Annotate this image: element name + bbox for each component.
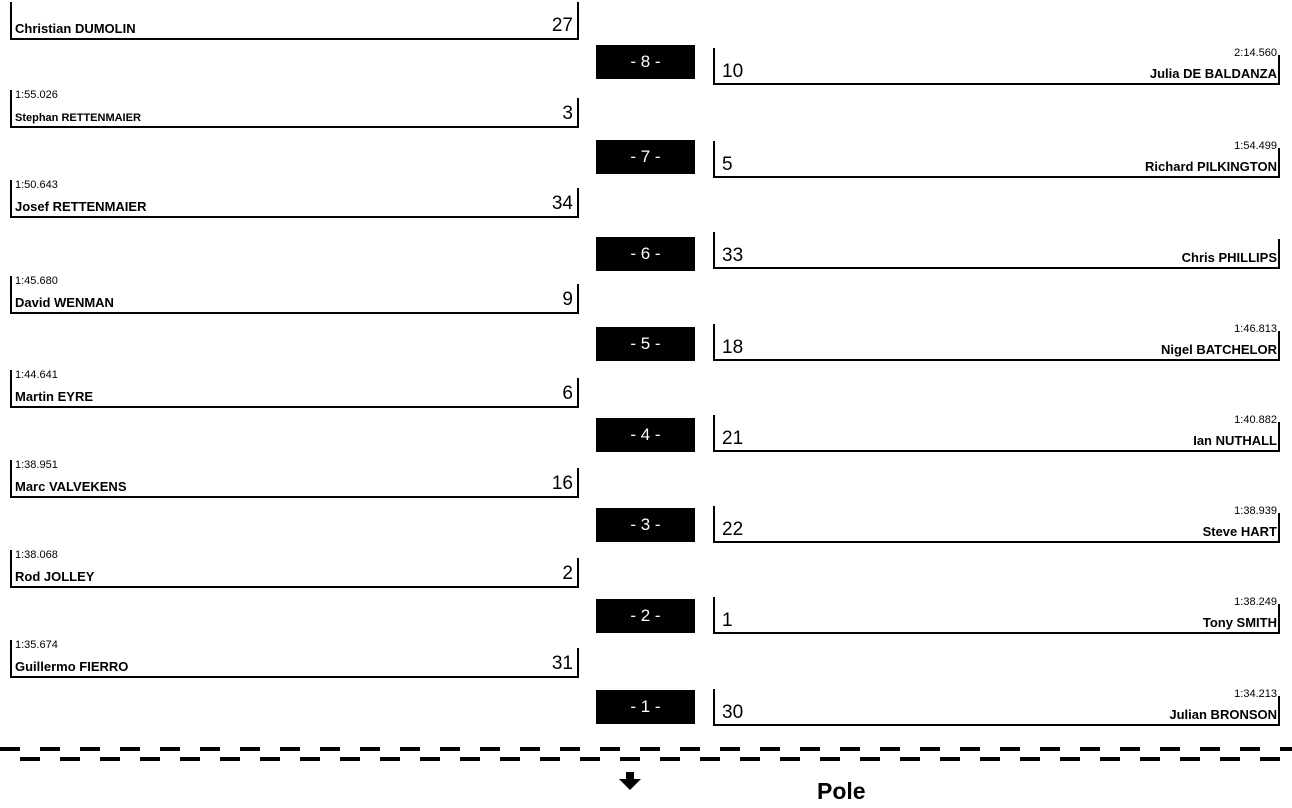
right-grid-slot	[713, 324, 1280, 361]
down-arrow-icon	[619, 772, 641, 790]
driver-name: Marc VALVEKENS	[15, 479, 127, 494]
finish-gap	[880, 757, 900, 761]
slot-edge	[577, 284, 579, 314]
finish-gap	[1040, 757, 1060, 761]
finish-gap	[1100, 747, 1120, 751]
finish-gap	[520, 757, 540, 761]
finish-gap	[160, 757, 180, 761]
finish-gap	[400, 757, 420, 761]
finish-gap	[680, 757, 700, 761]
finish-gap	[100, 747, 120, 751]
finish-gap	[740, 747, 760, 751]
finish-gap	[300, 747, 320, 751]
driver-name: Stephan RETTENMAIER	[15, 112, 141, 124]
finish-line	[0, 747, 1292, 767]
finish-gap	[280, 757, 300, 761]
finish-gap	[60, 747, 80, 751]
driver-name: Nigel BATCHELOR	[1160, 342, 1277, 357]
finish-gap	[720, 757, 740, 761]
slot-edge	[1278, 422, 1280, 452]
lap-time: 2:14.560	[1234, 47, 1277, 59]
finish-gap	[1220, 747, 1240, 751]
car-number: 3	[562, 103, 573, 124]
car-number: 33	[722, 245, 744, 266]
finish-gap	[1280, 757, 1292, 761]
driver-name: Josef RETTENMAIER	[15, 199, 147, 214]
driver-name: Christian DUMOLIN	[15, 21, 136, 36]
finish-gap	[380, 747, 400, 751]
finish-gap	[0, 757, 20, 761]
finish-gap	[1060, 747, 1080, 751]
slot-edge	[1278, 148, 1280, 178]
left-grid-slot	[10, 276, 579, 314]
driver-name: Ian NUTHALL	[1193, 433, 1277, 448]
finish-gap	[580, 747, 600, 751]
slot-edge	[1278, 513, 1280, 543]
car-number: 34	[551, 193, 573, 214]
finish-gap	[840, 757, 860, 761]
car-number: 1	[722, 610, 733, 631]
grid-row-label: - 3 -	[596, 508, 695, 542]
lap-time: 1:38.939	[1234, 505, 1277, 517]
finish-gap	[1020, 747, 1040, 751]
car-number: 6	[562, 383, 573, 404]
finish-gap	[1240, 757, 1260, 761]
slot-edge	[1278, 55, 1280, 85]
right-grid-slot	[713, 48, 1280, 85]
finish-gap	[120, 757, 140, 761]
lap-time: 1:35.674	[15, 639, 58, 651]
lap-time: 1:38.068	[15, 549, 58, 561]
finish-gap	[800, 757, 820, 761]
grid-row-label: - 2 -	[596, 599, 695, 633]
finish-gap	[980, 747, 1000, 751]
lap-time: 1:54.499	[1234, 140, 1277, 152]
finish-gap	[820, 747, 840, 751]
left-grid-slot	[10, 90, 579, 128]
driver-name: David WENMAN	[15, 295, 114, 310]
right-grid-slot	[713, 141, 1280, 178]
slot-edge	[577, 378, 579, 408]
lap-time: 1:50.643	[15, 179, 58, 191]
left-grid-slot	[10, 640, 579, 678]
finish-gap	[360, 757, 380, 761]
car-number: 30	[722, 702, 744, 723]
grid-row-label: - 8 -	[596, 45, 695, 79]
slot-edge	[577, 558, 579, 588]
finish-gap	[900, 747, 920, 751]
left-grid-slot	[10, 550, 579, 588]
finish-gap	[960, 757, 980, 761]
car-number: 18	[722, 337, 744, 358]
finish-gap	[140, 747, 160, 751]
grid-row-label: - 6 -	[596, 237, 695, 271]
finish-gap	[600, 757, 620, 761]
left-grid-slot	[10, 370, 579, 408]
grid-row-label: - 4 -	[596, 418, 695, 452]
car-number: 22	[722, 519, 744, 540]
finish-gap	[500, 747, 520, 751]
lap-time: 1:44.641	[15, 369, 58, 381]
right-grid-slot	[713, 689, 1280, 726]
finish-gap	[1200, 757, 1220, 761]
finish-gap	[240, 757, 260, 761]
finish-gap	[660, 747, 680, 751]
lap-time: 1:38.951	[15, 459, 58, 471]
finish-gap	[560, 757, 580, 761]
right-grid-slot	[713, 597, 1280, 634]
finish-gap	[1140, 747, 1160, 751]
pole-label: Pole	[817, 778, 866, 804]
right-grid-slot	[713, 506, 1280, 543]
finish-gap	[860, 747, 880, 751]
finish-gap	[220, 747, 240, 751]
finish-gap	[80, 757, 100, 761]
finish-gap	[1180, 747, 1200, 751]
finish-gap	[420, 747, 440, 751]
finish-gap	[480, 757, 500, 761]
lap-time: 1:45.680	[15, 275, 58, 287]
slot-edge	[1278, 239, 1280, 269]
driver-name: Guillermo FIERRO	[15, 659, 129, 674]
finish-gap	[540, 747, 560, 751]
driver-name: Rod JOLLEY	[15, 569, 95, 584]
lap-time: 1:46.813	[1234, 323, 1277, 335]
left-grid-slot	[10, 460, 579, 498]
driver-name: Tony SMITH	[1202, 615, 1277, 630]
car-number: 9	[562, 289, 573, 310]
car-number: 2	[562, 563, 573, 584]
finish-gap	[920, 757, 940, 761]
driver-name: Richard PILKINGTON	[1145, 159, 1277, 174]
finish-gap	[780, 747, 800, 751]
lap-time: 1:40.882	[1234, 414, 1277, 426]
car-number: 5	[722, 154, 733, 175]
finish-gap	[260, 747, 280, 751]
slot-edge	[1278, 604, 1280, 634]
finish-gap	[1160, 757, 1180, 761]
finish-gap	[1000, 757, 1020, 761]
driver-name: Chris PHILLIPS	[1181, 250, 1277, 265]
finish-gap	[460, 747, 480, 751]
finish-gap	[200, 757, 220, 761]
finish-gap	[340, 747, 360, 751]
finish-gap	[1080, 757, 1100, 761]
finish-gap	[700, 747, 720, 751]
slot-edge	[1278, 696, 1280, 726]
slot-edge	[577, 2, 579, 38]
right-grid-slot	[713, 232, 1280, 269]
car-number: 27	[551, 15, 573, 36]
lap-time: 1:34.213	[1234, 688, 1277, 700]
slot-edge	[577, 98, 579, 128]
driver-name: Martin EYRE	[15, 389, 94, 404]
lap-time: 1:38.249	[1234, 596, 1277, 608]
finish-gap	[20, 747, 40, 751]
finish-gap	[1260, 747, 1280, 751]
finish-gap	[1120, 757, 1140, 761]
driver-name: Steve HART	[1202, 524, 1277, 539]
left-grid-slot	[10, 180, 579, 218]
grid-row-label: - 1 -	[596, 690, 695, 724]
right-grid-slot	[713, 415, 1280, 452]
driver-name: Julian BRONSON	[1169, 707, 1277, 722]
finish-gap	[40, 757, 60, 761]
driver-name: Julia DE BALDANZA	[1149, 66, 1277, 81]
car-number: 21	[722, 428, 744, 449]
slot-edge	[1278, 331, 1280, 361]
car-number: 31	[551, 653, 573, 674]
grid-row-label: - 5 -	[596, 327, 695, 361]
grid-row-label: - 7 -	[596, 140, 695, 174]
car-number: 10	[722, 61, 744, 82]
slot-edge	[577, 468, 579, 498]
finish-gap	[620, 747, 640, 751]
slot-edge	[577, 188, 579, 218]
finish-gap	[760, 757, 780, 761]
finish-gap	[640, 757, 660, 761]
finish-gap	[180, 747, 200, 751]
finish-gap	[320, 757, 340, 761]
finish-gap	[440, 757, 460, 761]
finish-gap	[940, 747, 960, 751]
left-grid-slot	[10, 2, 579, 40]
lap-time: 1:55.026	[15, 89, 58, 101]
car-number: 16	[551, 473, 573, 494]
slot-edge	[577, 648, 579, 678]
